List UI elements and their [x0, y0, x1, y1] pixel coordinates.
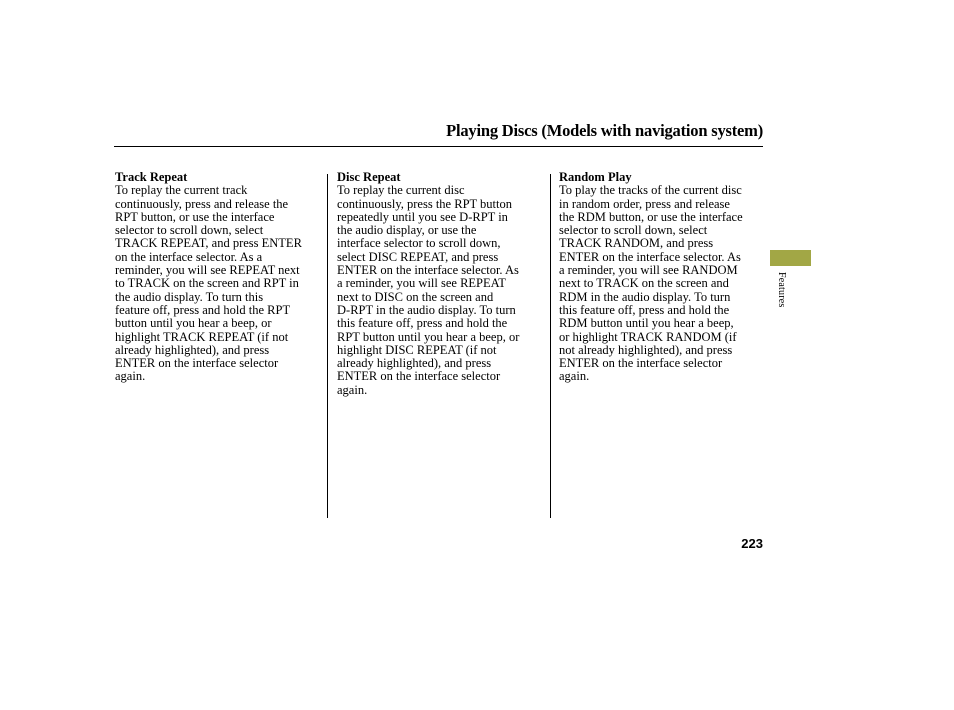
body-text-line: RDM button until you hear a beep, [559, 316, 734, 331]
body-text-line: next to TRACK on the screen and [559, 276, 729, 291]
body-text-line: button until you hear a beep, or [115, 316, 272, 331]
body-text-line: already highlighted), and press [337, 356, 492, 371]
section-heading: Track Repeat [115, 170, 188, 184]
body-text-line: a reminder, you will see RANDOM [559, 263, 738, 278]
body-text-line: ENTER on the interface selector [559, 356, 723, 371]
body-text-line: this feature off, press and hold the [337, 316, 508, 331]
body-text-line: on the interface selector. As a [115, 249, 263, 264]
body-text-line: reminder, you will see REPEAT next [115, 263, 300, 278]
body-text-line: To replay the current track [115, 183, 248, 198]
page-number: 223 [741, 536, 763, 551]
body-text-line: next to DISC on the screen and [337, 289, 494, 304]
body-text-line: continuously, press the RPT button [337, 196, 512, 211]
body-text-line: ENTER on the interface selector. As [337, 263, 519, 278]
body-text-line: RPT button, or use the interface [115, 209, 275, 224]
column-divider [327, 174, 328, 518]
body-text-line: again. [115, 369, 146, 384]
column-divider [550, 174, 551, 518]
body-text-line: interface selector to scroll down, [337, 236, 501, 251]
column-disc-repeat [337, 171, 547, 397]
body-text-line: or highlight TRACK RANDOM (if [559, 329, 737, 344]
section-heading: Disc Repeat [337, 170, 401, 184]
body-text-line: to TRACK on the screen and RPT in [115, 276, 299, 291]
body-text-line: already highlighted), and press [115, 342, 270, 357]
body-text-line: ENTER on the interface selector [337, 369, 501, 384]
column-track-repeat [115, 171, 325, 384]
column-random-play [559, 171, 769, 384]
body-text-line: selector to scroll down, select [559, 223, 708, 238]
body-text-line: again. [337, 382, 368, 397]
body-text-line: TRACK REPEAT, and press ENTER [115, 236, 302, 251]
body-text-line: the audio display. To turn this [115, 289, 264, 304]
section-heading: Random Play [559, 170, 632, 184]
body-text-line: ENTER on the interface selector [115, 356, 279, 371]
body-text-line: To replay the current disc [337, 183, 465, 198]
body-text-line: the audio display, or use the [337, 223, 477, 238]
title-rule [114, 146, 763, 147]
body-text-line: To play the tracks of the current disc [559, 183, 742, 198]
body-text-line: select DISC REPEAT, and press [337, 249, 499, 264]
body-text-line: D-RPT in the audio display. To turn [337, 302, 516, 317]
body-text-line: selector to scroll down, select [115, 223, 264, 238]
body-text-line: in random order, press and release [559, 196, 730, 211]
body-text-line: not already highlighted), and press [559, 342, 733, 357]
body-text-line: again. [559, 369, 590, 384]
body-text-line: the RDM button, or use the interface [559, 209, 743, 224]
body-text-line: RPT button until you hear a beep, or [337, 329, 520, 344]
section-tab-marker [770, 250, 811, 266]
body-text-line: RDM in the audio display. To turn [559, 289, 731, 304]
body-text-line: a reminder, you will see REPEAT [337, 276, 506, 291]
body-text-line: repeatedly until you see D-RPT in [337, 209, 508, 224]
body-text-line: this feature off, press and hold the [559, 302, 730, 317]
body-text-line: feature off, press and hold the RPT [115, 302, 291, 317]
body-text-line: highlight DISC REPEAT (if not [337, 342, 497, 357]
section-tab-label: Features [776, 272, 787, 308]
page-title: Playing Discs (Models with navigation system) [446, 121, 763, 140]
body-text-line: ENTER on the interface selector. As [559, 249, 741, 264]
body-text-line: continuously, press and release the [115, 196, 289, 211]
body-text-line: highlight TRACK REPEAT (if not [115, 329, 289, 344]
body-text-line: TRACK RANDOM, and press [559, 236, 714, 251]
